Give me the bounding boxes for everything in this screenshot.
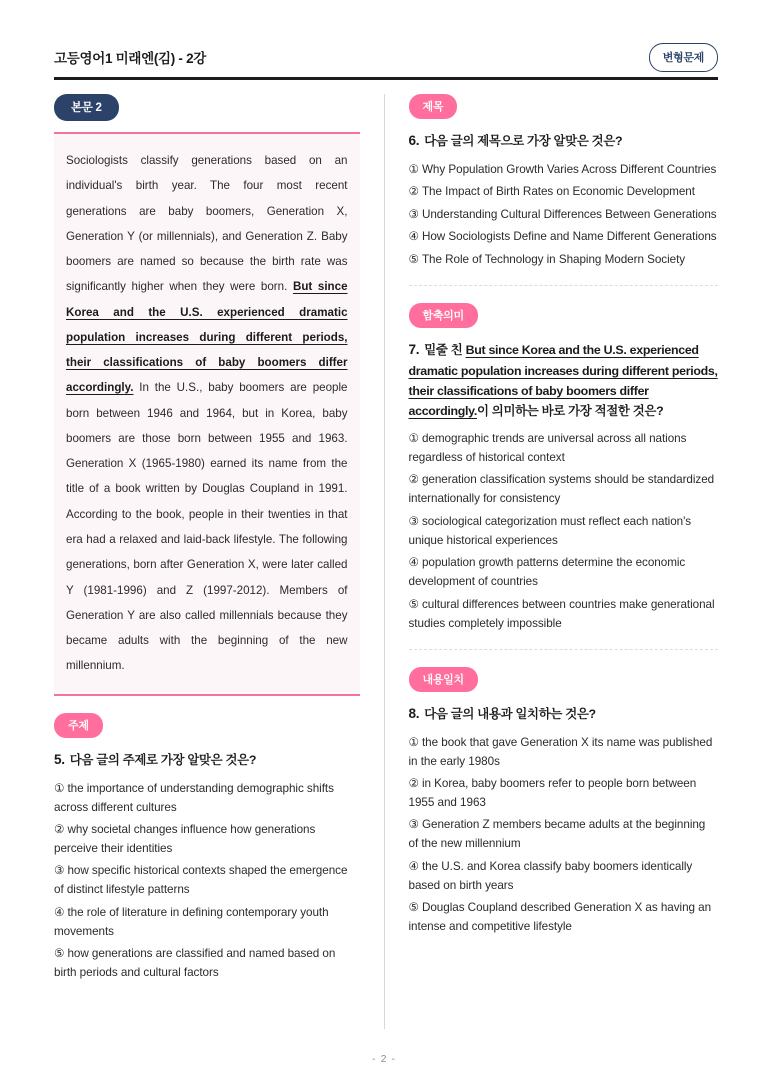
choice-text: population growth patterns determine the economic development of countries	[408, 556, 686, 589]
question-stem-text: 다음 글의 내용과 일치하는 것은?	[424, 706, 596, 721]
question-separator	[409, 649, 719, 650]
choice-text: How Sociologists Define and Name Different Generations	[421, 230, 717, 244]
question-6	[409, 94, 719, 270]
passage-text	[66, 148, 348, 679]
choice-item[interactable]	[409, 206, 719, 225]
choice-mark: ①	[408, 163, 419, 177]
choice-text: why societal changes influence how generations perceive their identities	[54, 823, 316, 855]
choice-item[interactable]	[54, 862, 360, 900]
choice-mark: ②	[408, 185, 419, 199]
passage-section	[54, 94, 360, 696]
choice-mark: ⑤	[408, 252, 419, 266]
choice-text: how specific historical contexts shaped the emergence of distinct lifestyle patterns	[54, 864, 348, 897]
choice-text: the importance of understanding demographic shifts across different cultures	[54, 781, 334, 814]
choice-mark: ②	[408, 473, 419, 487]
choice-item[interactable]	[54, 945, 360, 983]
choice-item[interactable]	[409, 161, 719, 180]
choice-item[interactable]	[409, 596, 719, 634]
choice-item[interactable]	[409, 899, 719, 937]
choice-mark: ③	[54, 864, 65, 878]
choice-item[interactable]	[409, 775, 719, 813]
choice-text: the book that gave Generation X its name was published in the early 1980s	[408, 735, 713, 768]
question-underlined-quote: But since Korea and the U.S. experienced dramatic population increases during different periods, their classifications of baby boomers differ accordingly.	[408, 342, 718, 418]
choice-text: Why Population Growth Varies Across Different Countries	[421, 163, 717, 177]
choice-text: Generation Z members became adults at the beginning of the new millennium	[408, 818, 706, 851]
question-5	[54, 713, 360, 984]
passage-box	[54, 132, 360, 696]
question-type-badge: 주제	[54, 713, 103, 738]
choice-text: sociological categorization must reflect each nation's unique historical experiences	[408, 514, 692, 547]
question-stem-prefix: 밑줄 친	[424, 342, 466, 357]
choice-text: Douglas Coupland described Generation X as having an intense and competitive lifestyle	[408, 901, 712, 934]
question-stem	[409, 130, 719, 152]
choice-text: in Korea, baby boomers refer to people born between 1955 and 1963	[408, 777, 697, 809]
question-number: 6.	[408, 133, 420, 148]
choice-text: cultural differences between countries make generational studies completely impossible	[408, 597, 715, 630]
question-stem	[409, 339, 719, 421]
question-type-badge: 제목	[409, 94, 458, 119]
page-title: 고등영어1 미래엔(김) - 2강	[54, 51, 207, 66]
question-number: 8.	[408, 705, 420, 721]
choice-mark: ⑤	[408, 597, 419, 611]
choice-item[interactable]	[54, 780, 360, 818]
question-stem-suffix: 이 의미하는 바로 가장 적절한 것은?	[476, 403, 664, 418]
choice-mark: ⑤	[54, 947, 65, 961]
column-divider	[384, 94, 385, 1029]
choice-item[interactable]	[409, 251, 719, 270]
question-stem-text: 다음 글의 제목으로 가장 알맞은 것은?	[424, 134, 623, 148]
choice-item[interactable]	[409, 816, 719, 854]
choice-mark: ③	[408, 818, 419, 832]
choice-item[interactable]	[409, 554, 719, 592]
passage-part-2: In the U.S., baby boomers are people born between 1946 and 1964, but in Korea, baby boomers are those born between 1955 and 1963. Generation X (1965-1980) earned its name from the title of a book written by Douglas Coupland in 1991. According to the book, people in their twenties in that era had a relaxed and laid-back lifestyle. The following generations, born after Generation X, were later called Y (1981-1996) and Z (1997-2012). Members of Generation Y are also called millennials because they became adults with the beginning of the new millennium.	[66, 381, 348, 673]
choice-text: Understanding Cultural Differences Between Generations	[421, 207, 717, 221]
choice-mark: ①	[408, 432, 419, 446]
choice-item[interactable]	[54, 821, 360, 859]
page-footer: - 2 -	[372, 1053, 396, 1065]
choice-mark: ②	[408, 777, 419, 791]
choice-mark: ⑤	[408, 901, 419, 915]
choice-item[interactable]	[54, 904, 360, 942]
choice-list	[409, 734, 719, 938]
question-8	[409, 667, 719, 938]
choice-text: demographic trends are universal across all nations regardless of historical context	[408, 432, 687, 465]
question-number: 5.	[54, 751, 65, 767]
choice-item[interactable]	[409, 228, 719, 247]
page-header	[38, 40, 730, 74]
choice-item[interactable]	[409, 858, 719, 896]
choice-text: The Impact of Birth Rates on Economic Development	[421, 185, 695, 199]
left-column	[38, 94, 372, 1029]
variant-problem-badge: 변형문제	[649, 43, 718, 72]
question-stem-text: 다음 글의 주제로 가장 알맞은 것은?	[69, 752, 257, 767]
choice-mark: ④	[54, 905, 65, 919]
choice-list	[409, 161, 719, 270]
question-7	[409, 303, 719, 634]
choice-mark: ①	[54, 781, 65, 795]
choice-text: the role of literature in defining contemporary youth movements	[54, 905, 329, 938]
choice-text: The Role of Technology in Shaping Modern Society	[421, 252, 686, 266]
question-stem	[409, 703, 719, 725]
header-divider	[54, 77, 718, 80]
content-columns	[38, 94, 730, 1029]
choice-mark: ④	[408, 230, 419, 244]
choice-item[interactable]	[409, 513, 719, 551]
choice-mark: ①	[408, 735, 419, 749]
choice-mark: ④	[408, 556, 419, 570]
choice-list	[54, 780, 360, 984]
question-number: 7.	[408, 341, 420, 357]
passage-emphasis: But since Korea and the U.S. experienced dramatic population increases during different periods, their classifications of baby boomers differ accordingly.	[66, 280, 348, 395]
choice-text: generation classification systems should be standardized internationally for consistency	[408, 473, 715, 506]
choice-mark: ③	[408, 514, 419, 528]
choice-mark: ④	[408, 859, 419, 873]
question-separator	[409, 285, 719, 286]
question-stem	[54, 749, 360, 771]
question-type-badge: 함축의미	[409, 303, 478, 328]
choice-item[interactable]	[409, 734, 719, 772]
right-column	[397, 94, 731, 1029]
choice-mark: ③	[408, 207, 419, 221]
choice-item[interactable]	[409, 471, 719, 509]
choice-list	[409, 430, 719, 634]
choice-mark: ②	[54, 823, 65, 836]
question-type-badge: 내용일치	[409, 667, 478, 692]
choice-text: the U.S. and Korea classify baby boomers identically based on birth years	[408, 859, 693, 892]
passage-part-1: Sociologists classify generations based on an individual's birth year. The four most recent generations are baby boomers, Generation X, Generation Y (or millennials), and Generation Z. Baby boomers are named so because the birth rate was significantly higher when they were born.	[66, 154, 348, 294]
choice-item[interactable]	[409, 183, 719, 202]
choice-item[interactable]	[409, 430, 719, 468]
choice-text: how generations are classified and named based on birth periods and cultural factors	[54, 947, 336, 980]
passage-section-badge: 본문 2	[54, 94, 119, 121]
